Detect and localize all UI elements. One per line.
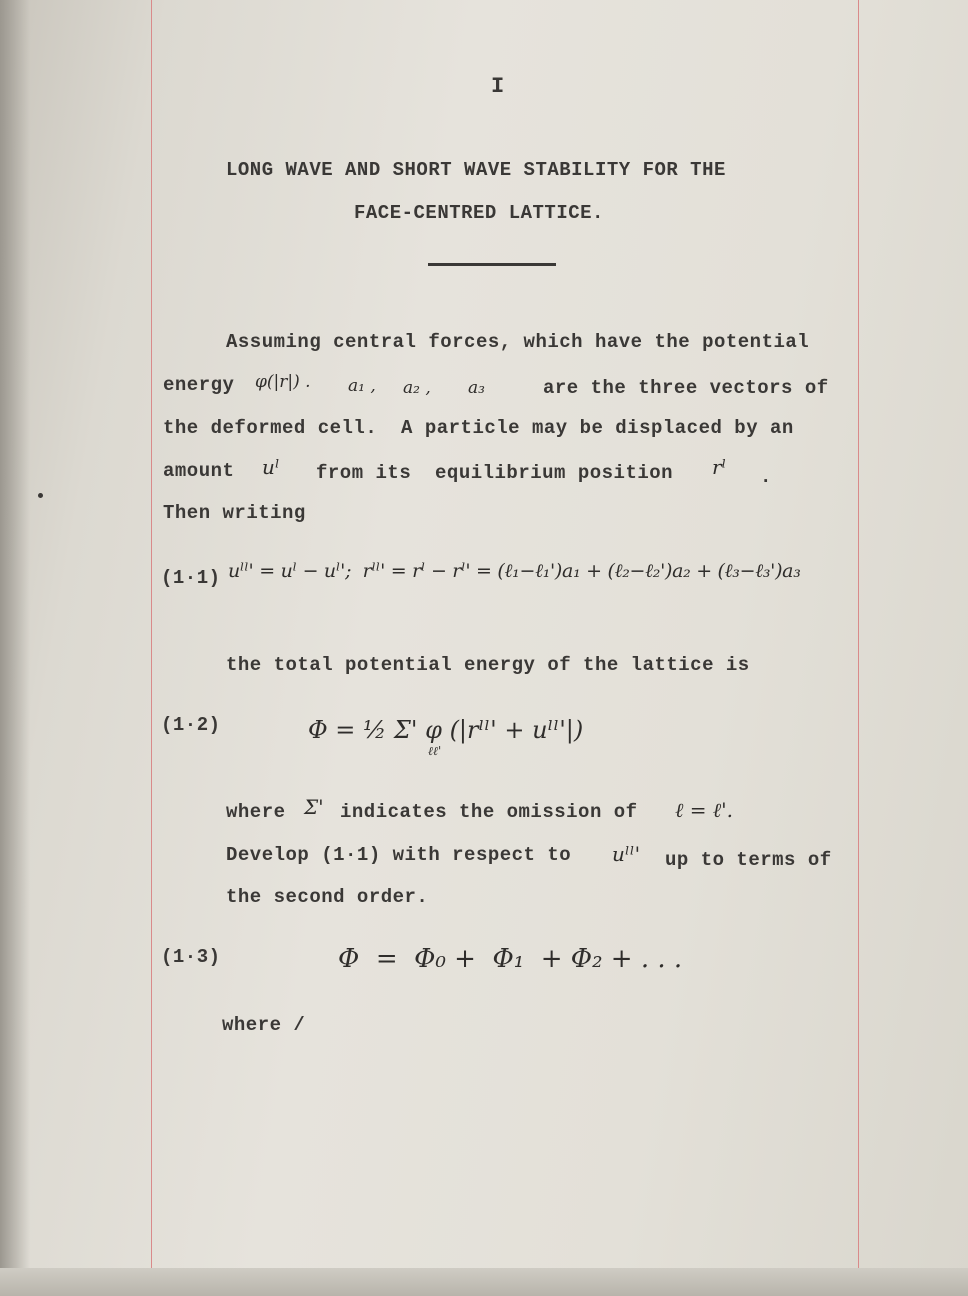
- continuation-text: where /: [222, 1014, 306, 1036]
- where-text-mid: indicates the omission of: [340, 801, 638, 823]
- paragraph-line-5: Then writing: [163, 502, 306, 524]
- eq1-label: (1·1): [161, 567, 221, 589]
- develop-u: uˡˡ': [612, 842, 641, 866]
- title-line-1: LONG WAVE AND SHORT WAVE STABILITY FOR THE: [226, 159, 726, 181]
- right-margin-rule: [858, 0, 859, 1296]
- eq1-body: uˡˡ' = uˡ − uˡ'; rˡˡ' = rˡ − rˡ' = (ℓ₁−ℓ₁')a₁ + (ℓ₂−ℓ₂')a₂ + (ℓ₃−ℓ₃')a₃: [228, 560, 801, 582]
- eq2-label: (1·2): [161, 714, 221, 736]
- binding-shadow: [0, 0, 30, 1296]
- position-r: rˡ: [712, 455, 727, 479]
- paragraph-line-2-end: are the three vectors of: [543, 377, 829, 399]
- chapter-number: I: [491, 74, 505, 99]
- potential-energy-text: the total potential energy of the lattice is: [226, 654, 750, 676]
- ink-mark: [38, 493, 43, 498]
- develop-text-end: up to terms of: [665, 849, 832, 871]
- vector-a2: a₂ ,: [403, 378, 431, 398]
- paragraph-line-3: the deformed cell. A particle may be displaced by an: [163, 417, 794, 439]
- next-page-edge: [0, 1268, 968, 1296]
- sigma-prime: Σ': [304, 795, 324, 819]
- paragraph-line-4-start: amount: [163, 460, 235, 482]
- eq3-body: Φ = Φ₀ + Φ₁ + Φ₂ + . . .: [338, 944, 683, 974]
- phi-potential: φ(|r|) .: [255, 372, 311, 392]
- paragraph-line-2-start: energy: [163, 374, 235, 396]
- omission-condition: ℓ = ℓ'.: [675, 798, 733, 822]
- eq2-body: Φ = ½ Σ' φ (|rˡˡ' + uˡˡ'|): [308, 716, 584, 744]
- paragraph-line-1: Assuming central forces, which have the potential: [226, 331, 810, 353]
- where-text-start: where: [226, 801, 286, 823]
- title-line-2: FACE-CENTRED LATTICE.: [354, 202, 604, 224]
- vector-a1: a₁ ,: [348, 376, 376, 396]
- title-rule: [428, 263, 556, 266]
- vector-a3: a₃: [468, 378, 485, 398]
- paragraph-line-4-end: .: [760, 466, 772, 488]
- displacement-u: uˡ: [262, 455, 280, 479]
- left-margin-rule: [151, 0, 152, 1296]
- eq3-label: (1·3): [161, 946, 221, 968]
- second-order-text: the second order.: [226, 886, 429, 908]
- paragraph-line-4-mid: from its equilibrium position: [316, 462, 674, 484]
- develop-text-start: Develop (1·1) with respect to: [226, 844, 572, 866]
- eq2-sum-subscript: ℓℓ': [428, 744, 442, 758]
